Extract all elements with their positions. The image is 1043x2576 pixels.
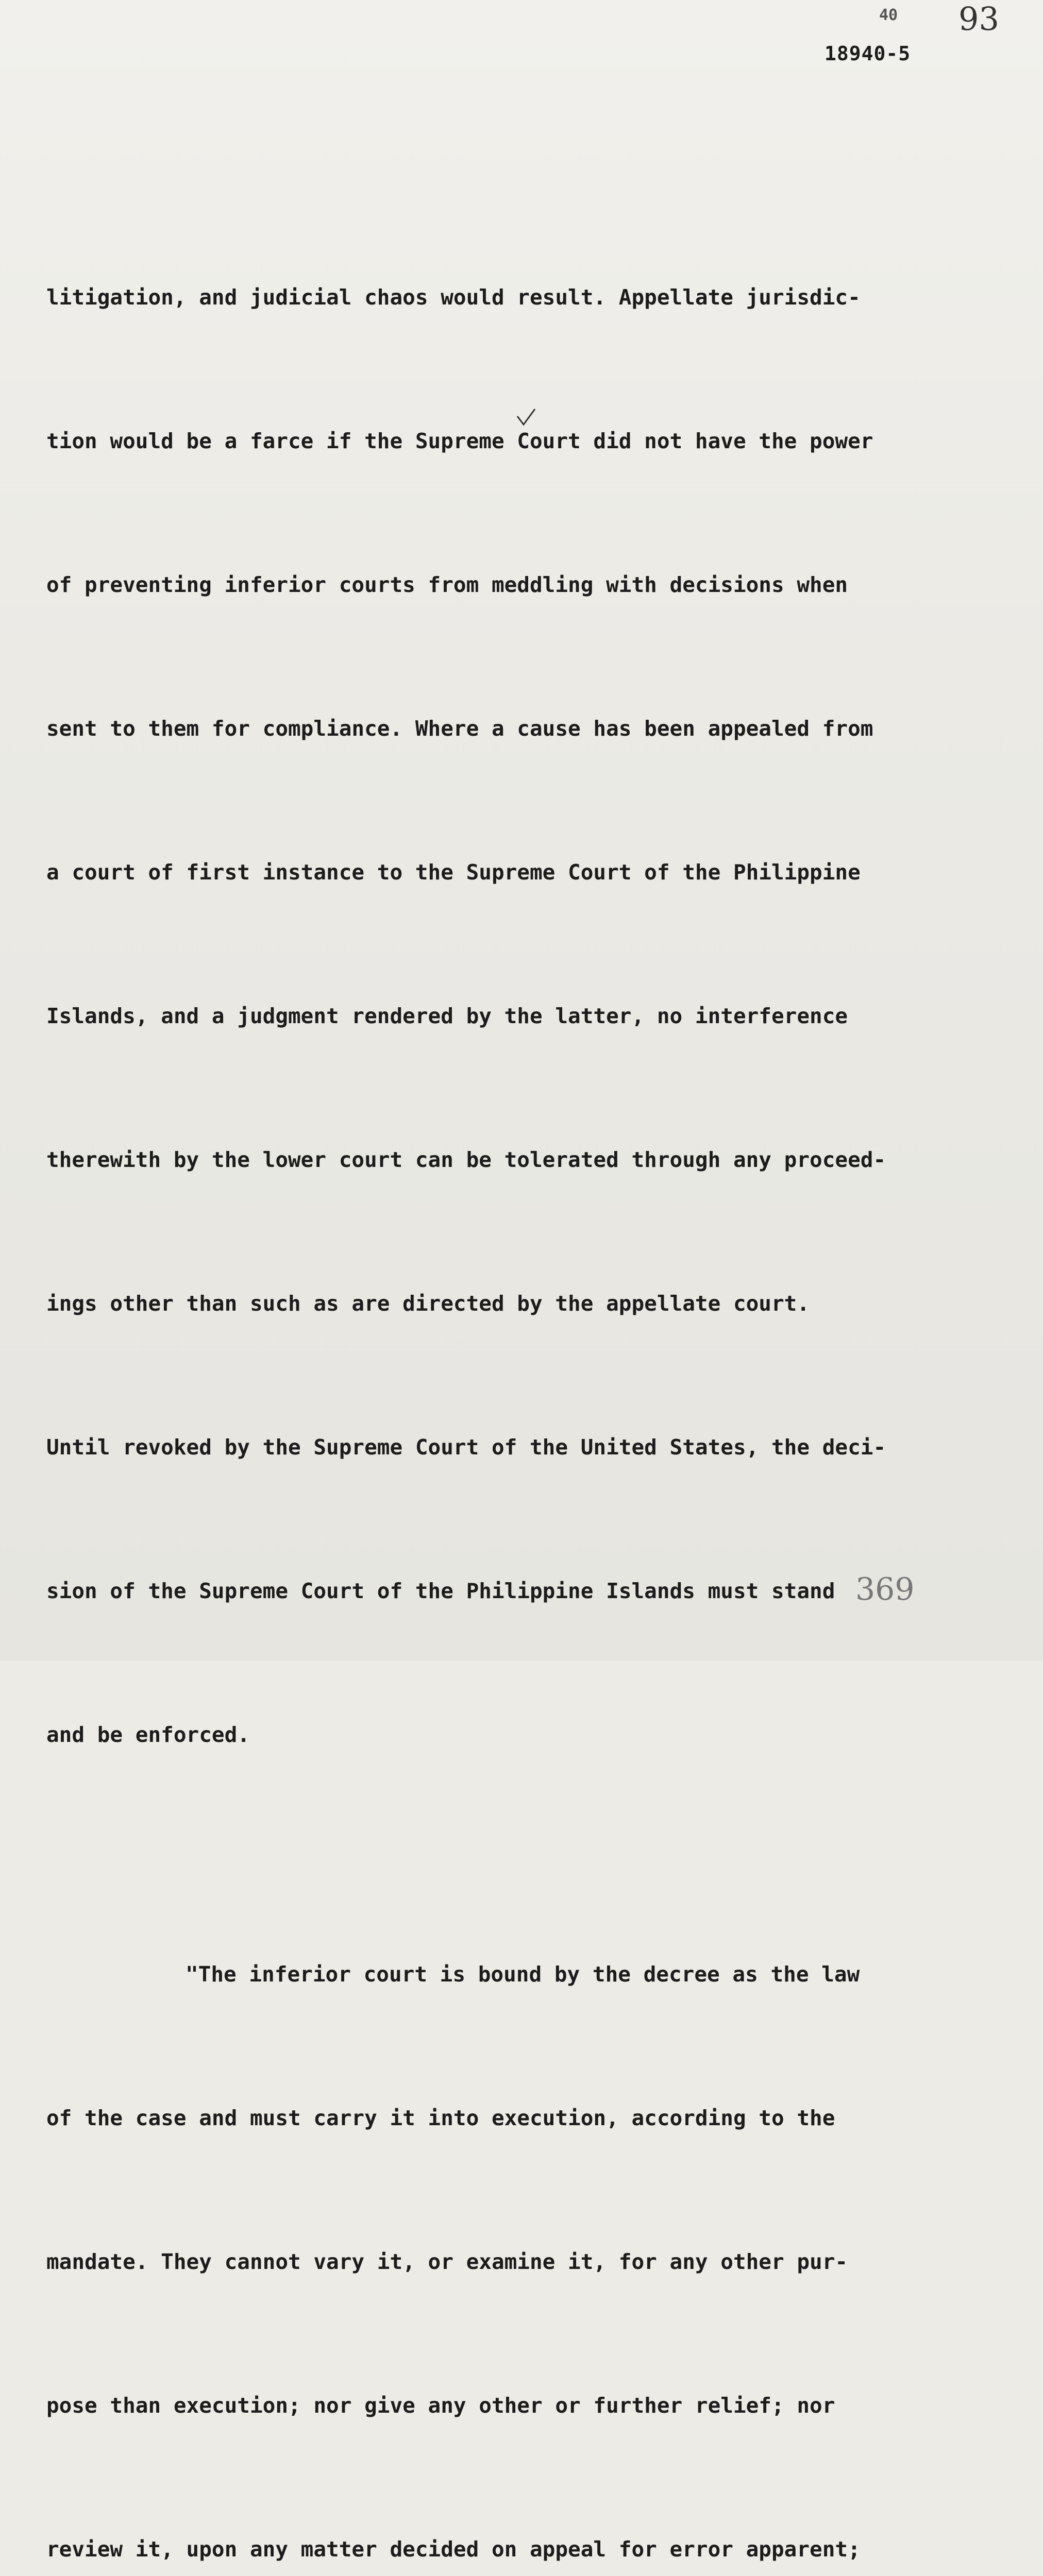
text-line: and be enforced.	[46, 1722, 250, 1747]
text-line: a court of first instance to the Supreme Court of the Philippine	[46, 860, 861, 885]
text-line: tion would be a farce if the Supreme Court did not have the power	[46, 429, 873, 453]
document-body	[46, 178, 1015, 2576]
text-line: mandate. They cannot vary it, or examine it, for any other pur-	[46, 2249, 848, 2274]
paragraph-2	[46, 1855, 1015, 2576]
text-line: "The inferior court is bound by the decree as the law	[186, 1962, 860, 1987]
text-line: sent to them for compliance. Where a cause has been appealed from	[46, 716, 873, 741]
text-line: of preventing inferior courts from meddling with decisions when	[46, 572, 848, 597]
page-number: 93	[958, 0, 999, 38]
text-line: therewith by the lower court can be tolerated through any proceed-	[46, 1147, 886, 1172]
text-line: of the case and must carry it into execution, according to the	[46, 2106, 835, 2130]
text-line: Islands, and a judgment rendered by the latter, no interference	[46, 1004, 848, 1028]
text-line: litigation, and judicial chaos would result. Appellate jurisdic-	[46, 285, 861, 310]
text-line: ings other than such as are directed by the appellate court.	[46, 1291, 810, 1316]
page-mark: 40	[879, 6, 898, 24]
text-line: sion of the Supreme Court of the Philippine Islands must stand	[46, 1579, 835, 1603]
text-line: pose than execution; nor give any other or further relief; nor	[46, 2393, 835, 2418]
text-line: Until revoked by the Supreme Court of the United States, the deci-	[46, 1435, 886, 1460]
text-line: review it, upon any matter decided on appeal for error apparent;	[46, 2537, 861, 2562]
bottom-stamp-number: 369	[855, 1571, 915, 1607]
document-number: 18940-5	[825, 42, 911, 65]
